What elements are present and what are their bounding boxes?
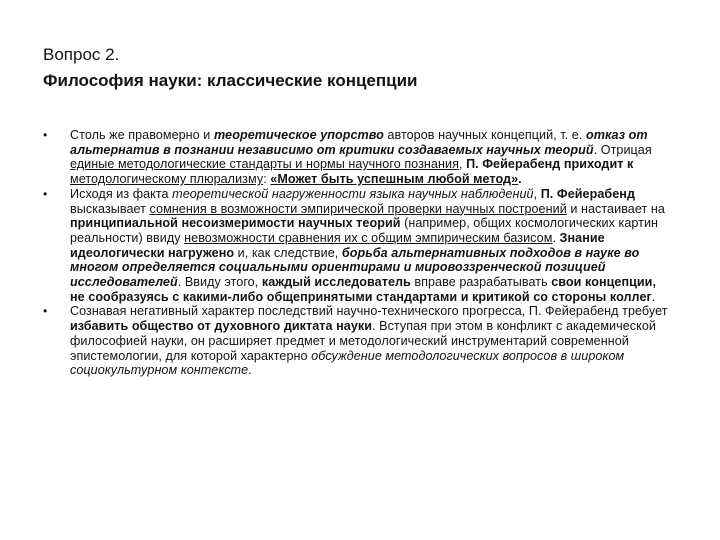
text-run: единые методологические стандарты и нормы научного познания: [70, 157, 459, 172]
text-run: П. Фейерабенд приходит к: [466, 157, 634, 172]
text-run: . Отрицая: [593, 142, 652, 157]
text-run: .: [552, 230, 560, 245]
text-run: и настаивает на: [566, 201, 665, 216]
bullet-list: [43, 128, 673, 378]
text-run: Сознавая негативный характер последствий научно-технического прогресса,: [70, 304, 529, 319]
text-run: . Вступая при этом в конфликт с академической философией науки, он расширяет предмет и методологический инструментарий современной эпистемологии, для которой характерно: [70, 319, 656, 363]
text-run: теоретическое упорство: [213, 128, 384, 142]
text-run: :: [263, 172, 271, 187]
text-run: отказ от альтернатив в познании независимо от критики создаваемых научных теорий: [70, 128, 648, 157]
text-run: каждый исследователь: [261, 275, 411, 290]
slide-title: Философия науки: классические концепции: [43, 71, 418, 90]
text-run: вправе разрабатывать: [410, 275, 552, 290]
text-run: ,: [533, 186, 541, 201]
bullet-text: [70, 128, 652, 186]
text-run: Столь же правомерно и: [70, 128, 214, 142]
text-run: методологическому плюрализму: [70, 172, 264, 187]
text-run: свои концепции, не сообразуясь с какими-либо общепринятыми стандартами и критикой со стороны коллег: [70, 275, 657, 304]
text-run: обсуждение методологических вопросов в широком социокультурном контексте: [70, 348, 625, 378]
bullet-text: [70, 304, 668, 377]
text-run: избавить общество от духовного диктата науки: [70, 319, 373, 334]
question-label: Вопрос 2.: [43, 45, 120, 64]
text-run: ,: [458, 157, 467, 172]
text-run: сомнения в возможности эмпирической проверки научных построений: [149, 201, 567, 216]
text-run: борьба альтернативных подходов в науке во многом определяется социальными ориентирами и мировоззренческой позицией исследователей: [70, 245, 640, 290]
text-run: требует: [618, 304, 668, 319]
text-run: авторов научных концепций, т. е.: [383, 128, 586, 142]
title-block: [43, 44, 418, 92]
bullet-dot-icon: •: [43, 304, 48, 319]
text-run: (например, общих космологических картин реальности) ввиду: [70, 216, 659, 245]
bullet-dot-icon: •: [43, 186, 48, 201]
text-run: .: [518, 172, 522, 187]
text-run: Знание идеологически нагружено: [70, 230, 605, 260]
bullet-text: [70, 187, 665, 304]
text-run: П. Фейерабенд: [528, 304, 619, 319]
text-run: П. Фейерабенд: [540, 186, 635, 201]
text-run: .: [248, 363, 252, 378]
text-run: . Ввиду этого,: [177, 275, 262, 290]
text-run: Исходя из факта: [70, 186, 173, 201]
bullet-item: [43, 304, 673, 378]
text-run: высказывает: [70, 201, 150, 216]
text-run: .: [651, 289, 656, 304]
text-run: теоретической нагруженности языка научных наблюдений: [172, 186, 534, 201]
text-run: принципиальной несоизмеримости научных теорий: [70, 216, 401, 231]
bullet-dot-icon: •: [43, 128, 48, 142]
text-run: и, как следствие,: [234, 245, 342, 260]
bullet-item: [43, 187, 673, 305]
text-run: «Может быть успешным любой метод»: [270, 172, 519, 187]
bullet-item: [43, 128, 673, 187]
text-run: невозможности сравнения их с общим эмпирическим базисом: [184, 230, 553, 245]
